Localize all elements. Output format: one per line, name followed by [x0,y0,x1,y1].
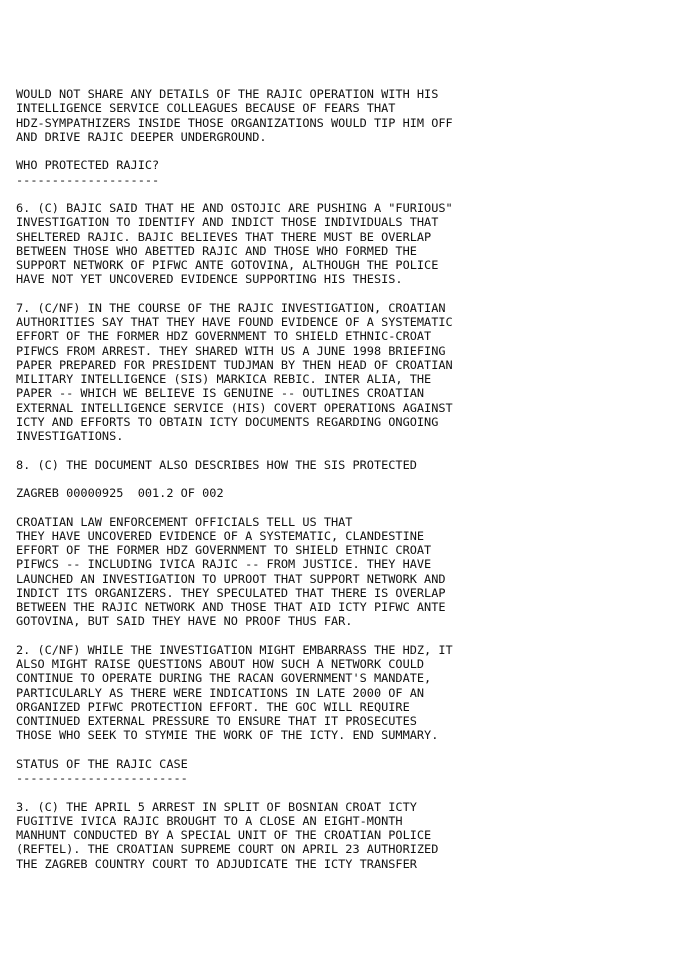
blank-line [16,500,671,514]
text-line: BETWEEN THE RAJIC NETWORK AND THOSE THAT AID ICTY PIFWC ANTE [16,600,446,614]
cable-document [16,87,671,871]
text-line: 8. (C) THE DOCUMENT ALSO DESCRIBES HOW THE SIS PROTECTED [16,457,417,472]
paragraph-7 [16,301,671,444]
text-line: CONTINUED EXTERNAL PRESSURE TO ENSURE THAT IT PROSECUTES [16,714,417,728]
text-line: GOTOVINA, BUT SAID THEY HAVE NO PROOF THUS FAR. [16,614,353,629]
text-line: INTELLIGENCE SERVICE COLLEAGUES BECAUSE OF FEARS THAT [16,101,396,116]
blank-line [16,472,671,486]
text-line: WOULD NOT SHARE ANY DETAILS OF THE RAJIC OPERATION WITH HIS [16,87,439,101]
blank-line [16,629,671,643]
text-line: (REFTEL). THE CROATIAN SUPREME COURT ON APRIL 23 AUTHORIZED [16,842,439,857]
paragraph-summary [16,515,671,629]
text-line: FUGITIVE IVICA RAJIC BROUGHT TO A CLOSE AN EIGHT-MONTH [16,813,403,828]
text-line: ICTY AND EFFORTS TO OBTAIN ICTY DOCUMENTS REGARDING ONGOING [16,414,439,429]
text-line: 2. (C/NF) WHILE THE INVESTIGATION MIGHT EMBARRASS THE HDZ, IT [16,642,453,657]
text-line: PIFWCS FROM ARREST. THEY SHARED WITH US A JUNE 1998 BRIEFING [16,343,446,358]
blank-line [16,743,671,757]
paragraph-2 [16,643,671,743]
text-line: EFFORT OF THE FORMER HDZ GOVERNMENT TO SHIELD ETHNIC CROAT [16,543,432,557]
text-line: PAPER PREPARED FOR PRESIDENT TUDJMAN BY THEN HEAD OF CROATIAN [16,357,453,372]
text-line: MANHUNT CONDUCTED BY A SPECIAL UNIT OF THE CROATIAN POLICE [16,828,432,842]
text-line: 7. (C/NF) IN THE COURSE OF THE RAJIC INVESTIGATION, CROATIAN [16,300,446,315]
text-line: 3. (C) THE APRIL 5 ARREST IN SPLIT OF BOSNIAN CROAT ICTY [16,799,417,814]
text-line: SHELTERED RAJIC. BAJIC BELIEVES THAT THERE MUST BE OVERLAP [16,229,432,244]
paragraph-intro-continuation [16,87,671,144]
text-line: THEY HAVE UNCOVERED EVIDENCE OF A SYSTEMATIC, CLANDESTINE [16,528,425,543]
text-line: HAVE NOT YET UNCOVERED EVIDENCE SUPPORTING HIS THESIS. [16,272,403,287]
text-line: INDICT ITS ORGANIZERS. THEY SPECULATED THAT THERE IS OVERLAP [16,585,446,600]
text-line: ORGANIZED PIFWC PROTECTION EFFORT. THE GOC WILL REQUIRE [16,699,410,714]
text-line: ZAGREB 00000925 001.2 OF 002 [16,486,224,500]
text-line: THOSE WHO SEEK TO STYMIE THE WORK OF THE ICTY. END SUMMARY. [16,728,439,743]
text-line: WHO PROTECTED RAJIC? [16,158,160,173]
text-line: INVESTIGATIONS. [16,429,124,443]
blank-line [16,287,671,301]
text-line: ------------------------ [16,771,188,785]
blank-line [16,187,671,201]
text-line: PARTICULARLY AS THERE WERE INDICATIONS IN LATE 2000 OF AN [16,685,425,700]
text-line: EXTERNAL INTELLIGENCE SERVICE (HIS) COVERT OPERATIONS AGAINST [16,400,453,415]
text-line: STATUS OF THE RAJIC CASE [16,756,188,771]
cable-reference [16,486,671,500]
text-line: EFFORT OF THE FORMER HDZ GOVERNMENT TO SHIELD ETHNIC-CROAT [16,329,432,344]
text-line: CONTINUE TO OPERATE DURING THE RACAN GOVERNMENT'S MANDATE, [16,671,432,686]
text-line: HDZ-SYMPATHIZERS INSIDE THOSE ORGANIZATIONS WOULD TIP HIM OFF [16,115,453,130]
text-line: AND DRIVE RAJIC DEEPER UNDERGROUND. [16,129,267,144]
text-line: INVESTIGATION TO IDENTIFY AND INDICT THOSE INDIVIDUALS THAT [16,215,439,230]
paragraph-3 [16,800,671,871]
text-line: MILITARY INTELLIGENCE (SIS) MARKICA REBIC. INTER ALIA, THE [16,372,432,386]
text-line: LAUNCHED AN INVESTIGATION TO UPROOT THAT SUPPORT NETWORK AND [16,571,446,586]
text-line: CROATIAN LAW ENFORCEMENT OFFICIALS TELL US THAT [16,514,353,529]
blank-line [16,144,671,158]
text-line: THE ZAGREB COUNTRY COURT TO ADJUDICATE THE ICTY TRANSFER [16,856,417,871]
heading-status-of-the-rajic-case [16,757,671,786]
paragraph-6 [16,201,671,287]
heading-who-protected-rajic [16,158,671,187]
text-line: PAPER -- WHICH WE BELIEVE IS GENUINE -- OUTLINES CROATIAN [16,386,425,401]
text-line: SUPPORT NETWORK OF PIFWC ANTE GOTOVINA, ALTHOUGH THE POLICE [16,258,439,272]
text-line: AUTHORITIES SAY THAT THEY HAVE FOUND EVIDENCE OF A SYSTEMATIC [16,315,453,329]
text-line: ALSO MIGHT RAISE QUESTIONS ABOUT HOW SUCH A NETWORK COULD [16,657,425,671]
blank-line [16,443,671,457]
text-line: PIFWCS -- INCLUDING IVICA RAJIC -- FROM JUSTICE. THEY HAVE [16,557,432,572]
paragraph-8 [16,458,671,472]
text-line: -------------------- [16,172,160,187]
text-line: 6. (C) BAJIC SAID THAT HE AND OSTOJIC ARE PUSHING A "FURIOUS" [16,201,453,215]
blank-line [16,785,671,799]
text-line: BETWEEN THOSE WHO ABETTED RAJIC AND THOSE WHO FORMED THE [16,243,417,258]
